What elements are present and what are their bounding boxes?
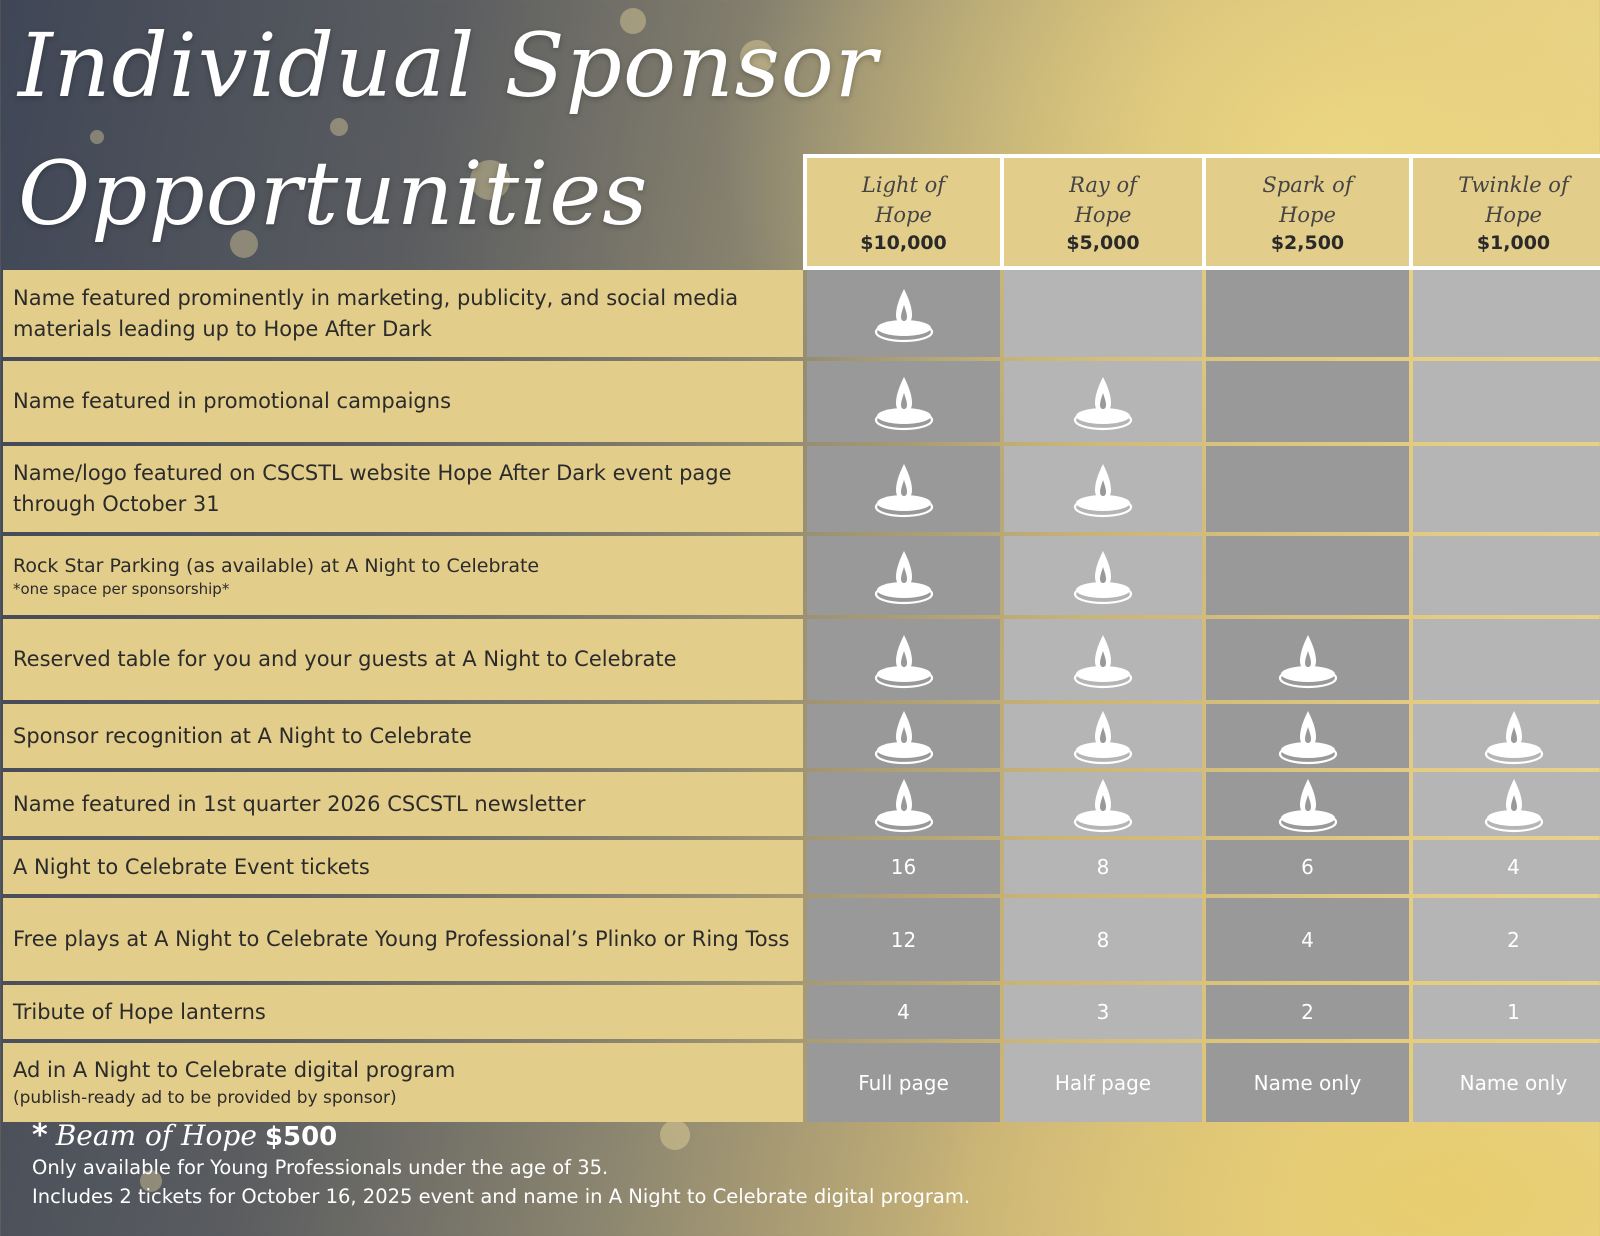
benefit-text: Tribute of Hope lanterns (13, 999, 266, 1024)
benefit-cell (1206, 704, 1409, 768)
benefit-cell (1004, 704, 1202, 768)
benefit-cell (1413, 985, 1600, 1039)
tier-header (1004, 158, 1202, 266)
tier-name: Ray of Hope (1069, 173, 1137, 227)
benefit-text: Name featured in 1st quarter 2026 CSCSTL newsletter (13, 791, 586, 816)
benefit-label (3, 361, 803, 442)
benefit-cell (1413, 619, 1600, 700)
tier-name: Spark of Hope (1262, 173, 1353, 227)
benefit-value: Name only (1459, 1070, 1568, 1095)
benefit-value: 16 (890, 855, 917, 879)
benefit-value: 6 (1301, 855, 1314, 879)
benefit-cell (1206, 898, 1409, 981)
benefit-value: 1 (1507, 1000, 1520, 1024)
benefit-value: 2 (1301, 1000, 1314, 1024)
candle-icon (1276, 775, 1340, 833)
tier-price: $5,000 (1066, 232, 1140, 254)
candle-icon (1276, 707, 1340, 765)
benefit-text: Reserved table for you and your guests at A Night to Celebrate (13, 647, 677, 671)
benefit-cell (1413, 361, 1600, 442)
benefit-cell (807, 704, 1000, 768)
benefit-cell (1004, 985, 1202, 1039)
benefit-label (3, 704, 803, 768)
benefit-text: Ad in A Night to Celebrate digital program (13, 1058, 456, 1082)
benefit-cell (1206, 840, 1409, 894)
benefit-cell (1004, 361, 1202, 442)
candle-icon (1071, 631, 1135, 689)
benefit-cell (1413, 772, 1600, 836)
benefit-value: 3 (1096, 1000, 1110, 1024)
table-corner (3, 158, 803, 266)
beam-heading (32, 1118, 970, 1153)
tier-price: $2,500 (1270, 232, 1345, 254)
benefit-value: 8 (1096, 927, 1110, 952)
tier-header (807, 158, 1000, 266)
beam-eligibility: Only available for Young Professionals under the age of 35. (32, 1156, 609, 1179)
benefit-value: Half page (1054, 1070, 1152, 1095)
beam-tier-price: $500 (264, 1122, 338, 1152)
sponsor-table (3, 158, 1598, 1112)
benefit-text: Rock Star Parking (as available) at A Night to Celebrate (13, 554, 540, 577)
candle-icon (1071, 373, 1135, 431)
benefit-label (3, 619, 803, 700)
title-line-1: Individual Sponsor (18, 14, 878, 117)
candle-icon (872, 460, 936, 518)
benefit-text: Sponsor recognition at A Night to Celebrate (13, 723, 472, 748)
benefit-value: Full page (858, 1070, 949, 1095)
candle-icon (1071, 707, 1135, 765)
benefit-cell (807, 1043, 1000, 1122)
tier-header (1206, 158, 1409, 266)
benefit-cell (807, 898, 1000, 981)
benefit-label (3, 772, 803, 836)
tier-name: Light of Hope (861, 173, 946, 227)
candle-icon (872, 373, 936, 431)
candle-icon (1276, 631, 1340, 689)
candle-icon (1071, 460, 1135, 518)
benefit-note: (publish-ready ad to be provided by sponsor) (13, 1088, 397, 1108)
benefit-cell (1206, 772, 1409, 836)
benefit-note: *one space per sponsorship* (13, 579, 230, 598)
benefit-cell (1413, 704, 1600, 768)
candle-icon (1071, 547, 1135, 605)
candle-icon (872, 707, 936, 765)
benefit-cell (1004, 446, 1202, 532)
benefit-value: 12 (890, 927, 917, 952)
benefit-cell (1413, 898, 1600, 981)
benefit-label (3, 985, 803, 1039)
benefit-cell (807, 446, 1000, 532)
benefit-cell (807, 840, 1000, 894)
benefit-text: Name/logo featured on CSCSTL website Hope After Dark event page through October 31 (13, 461, 732, 516)
benefit-cell (1004, 619, 1202, 700)
benefit-value: 2 (1507, 927, 1520, 952)
benefit-cell (1206, 985, 1409, 1039)
benefit-cell (1206, 619, 1409, 700)
benefit-cell (1004, 270, 1202, 357)
candle-icon (872, 775, 936, 833)
benefit-cell (807, 536, 1000, 615)
benefit-label (3, 270, 803, 357)
benefit-text: Free plays at A Night to Celebrate Young Professional’s Plinko or Ring Toss (13, 927, 790, 951)
benefit-cell (807, 361, 1000, 442)
benefit-label (3, 446, 803, 532)
benefit-cell (807, 772, 1000, 836)
benefit-cell (1413, 1043, 1600, 1122)
benefit-cell (1206, 446, 1409, 532)
benefit-value: 8 (1096, 855, 1110, 879)
benefit-cell (1413, 840, 1600, 894)
beam-tier-name: Beam of Hope (55, 1119, 257, 1152)
benefit-cell (807, 270, 1000, 357)
tier-header (1413, 158, 1600, 266)
benefit-cell (1206, 270, 1409, 357)
candle-icon (872, 285, 936, 343)
candle-icon (1071, 775, 1135, 833)
benefit-cell (1004, 1043, 1202, 1122)
benefit-cell (807, 985, 1000, 1039)
benefit-cell (1004, 898, 1202, 981)
benefit-label (3, 840, 803, 894)
benefit-cell (1004, 772, 1202, 836)
benefit-value: Name only (1253, 1070, 1362, 1095)
benefit-text: A Night to Celebrate Event tickets (13, 854, 370, 879)
candle-icon (872, 547, 936, 605)
asterisk: * (32, 1118, 48, 1153)
benefit-label (3, 536, 803, 615)
footer-beam-of-hope (32, 1118, 970, 1211)
title-line-2: Opportunities (18, 142, 649, 245)
candle-icon (1482, 707, 1546, 765)
benefit-cell (1004, 840, 1202, 894)
beam-includes: Includes 2 tickets for October 16, 2025 event and name in A Night to Celebrate digital program. (32, 1185, 971, 1208)
benefit-cell (1004, 536, 1202, 615)
benefit-cell (1413, 270, 1600, 357)
benefit-cell (1206, 361, 1409, 442)
tier-price: $10,000 (860, 232, 947, 254)
benefit-cell (1206, 1043, 1409, 1122)
candle-icon (872, 631, 936, 689)
benefit-text: Name featured in promotional campaigns (13, 389, 452, 413)
benefit-cell (807, 619, 1000, 700)
candle-icon (1482, 775, 1546, 833)
benefit-cell (1413, 536, 1600, 615)
benefit-cell (1206, 536, 1409, 615)
benefit-label (3, 898, 803, 981)
benefit-text: Name featured prominently in marketing, publicity, and social media materials leading up to Hope After Dark (13, 285, 739, 341)
benefit-cell (1413, 446, 1600, 532)
tier-price: $1,000 (1476, 232, 1551, 254)
benefit-value: 4 (1507, 855, 1520, 879)
benefit-value: 4 (1301, 927, 1314, 952)
benefit-label (3, 1043, 803, 1122)
benefit-value: 4 (897, 1000, 910, 1024)
tier-name: Twinkle of Hope (1458, 173, 1569, 227)
